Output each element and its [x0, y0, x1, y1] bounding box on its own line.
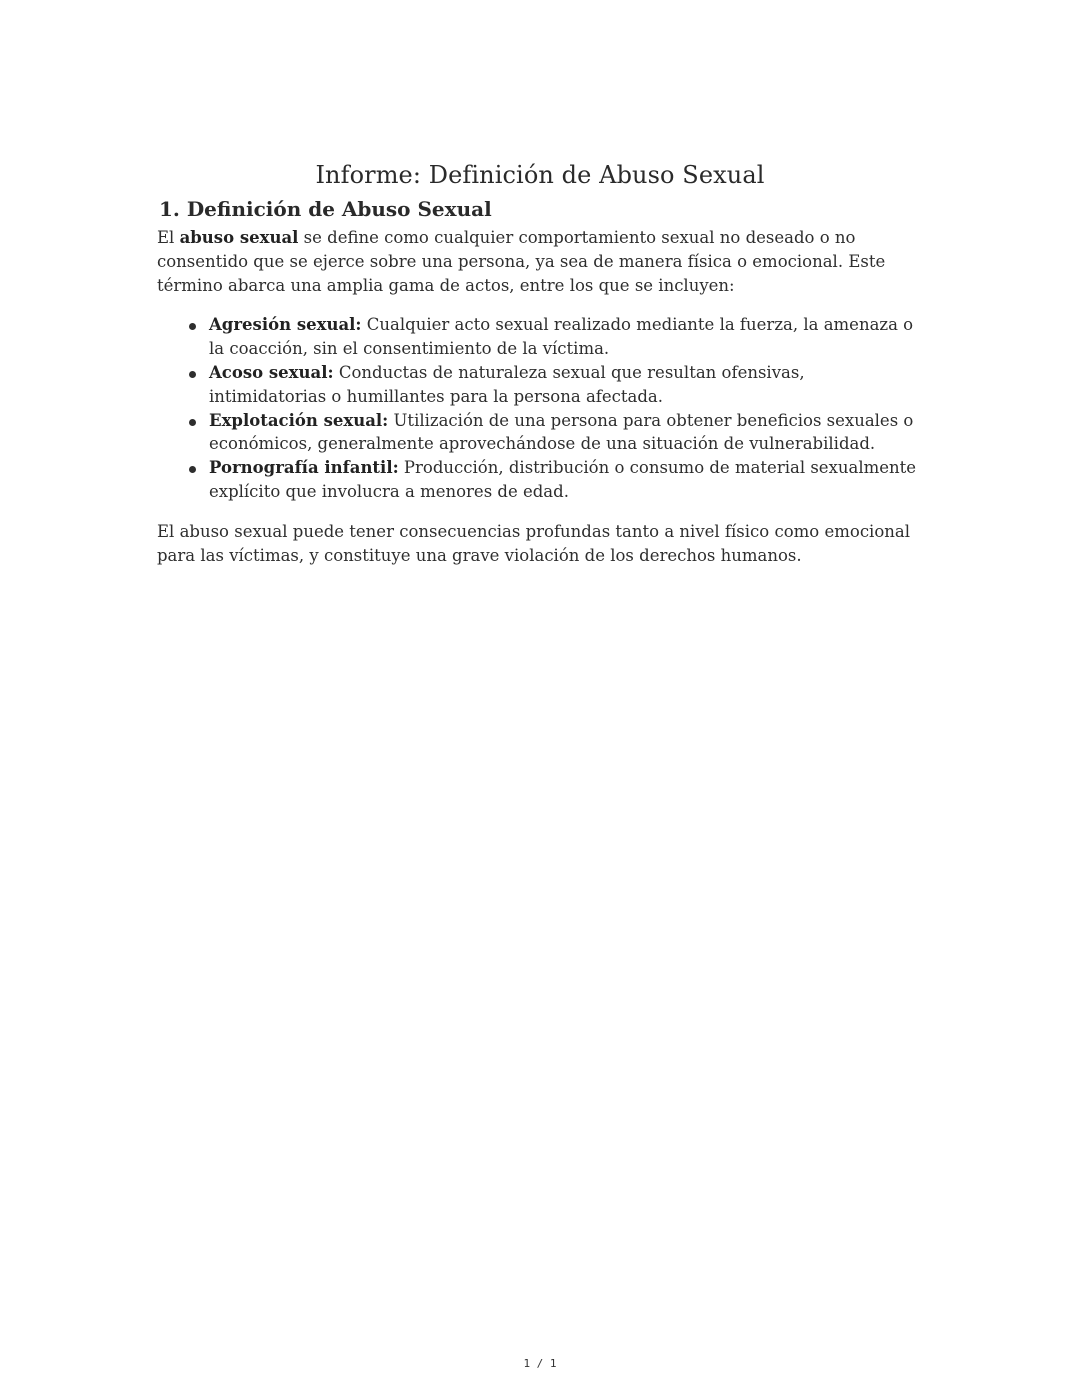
- document-page: [157, 158, 923, 567]
- bullet-icon: [189, 466, 196, 473]
- list-item-text: Utilización de una persona para obtener beneficios sexuales o económicos, generalmente aprovechándose de una situación de vulnerabilidad.: [209, 410, 914, 454]
- list-item: [209, 361, 923, 409]
- list-item-term: Pornografía infantil:: [209, 458, 399, 478]
- bullet-icon: [189, 371, 196, 378]
- definition-list: [157, 313, 923, 503]
- section-heading: 1. Definición de Abuso Sexual: [159, 197, 492, 221]
- list-item: [209, 313, 923, 361]
- bullet-icon: [189, 419, 196, 426]
- list-item-text: Conductas de naturaleza sexual que resultan ofensivas, intimidatorias o humillantes para la persona afectada.: [209, 362, 805, 406]
- list-item-term: Agresión sexual:: [209, 315, 362, 335]
- intro-rest: se define como cualquier comportamiento sexual no deseado o no consentido que se ejerce sobre una persona, ya sea de manera física o emocional. Este término abarca una amplia gama de actos, entre los que se incluyen:: [157, 228, 886, 295]
- bullet-icon: [189, 323, 196, 330]
- intro-lead: El: [157, 228, 180, 247]
- list-item: [209, 456, 923, 504]
- intro-paragraph: [157, 226, 923, 297]
- closing-paragraph: El abuso sexual puede tener consecuencias profundas tanto a nivel físico como emocional para las víctimas, y constituye una grave violación de los derechos humanos.: [157, 521, 911, 565]
- list-item: [209, 409, 923, 457]
- document-title: Informe: Definición de Abuso Sexual: [315, 161, 765, 189]
- intro-bold-term: abuso sexual: [179, 228, 299, 247]
- list-item-term: Acoso sexual:: [209, 362, 334, 382]
- list-item-text: Cualquier acto sexual realizado mediante la fuerza, la amenaza o la coacción, sin el consentimiento de la víctima.: [209, 315, 914, 359]
- list-item-term: Explotación sexual:: [209, 410, 389, 430]
- page-indicator: 1 / 1: [523, 1357, 557, 1370]
- list-item-text: Producción, distribución o consumo de material sexualmente explícito que involucra a menores de edad.: [209, 458, 917, 501]
